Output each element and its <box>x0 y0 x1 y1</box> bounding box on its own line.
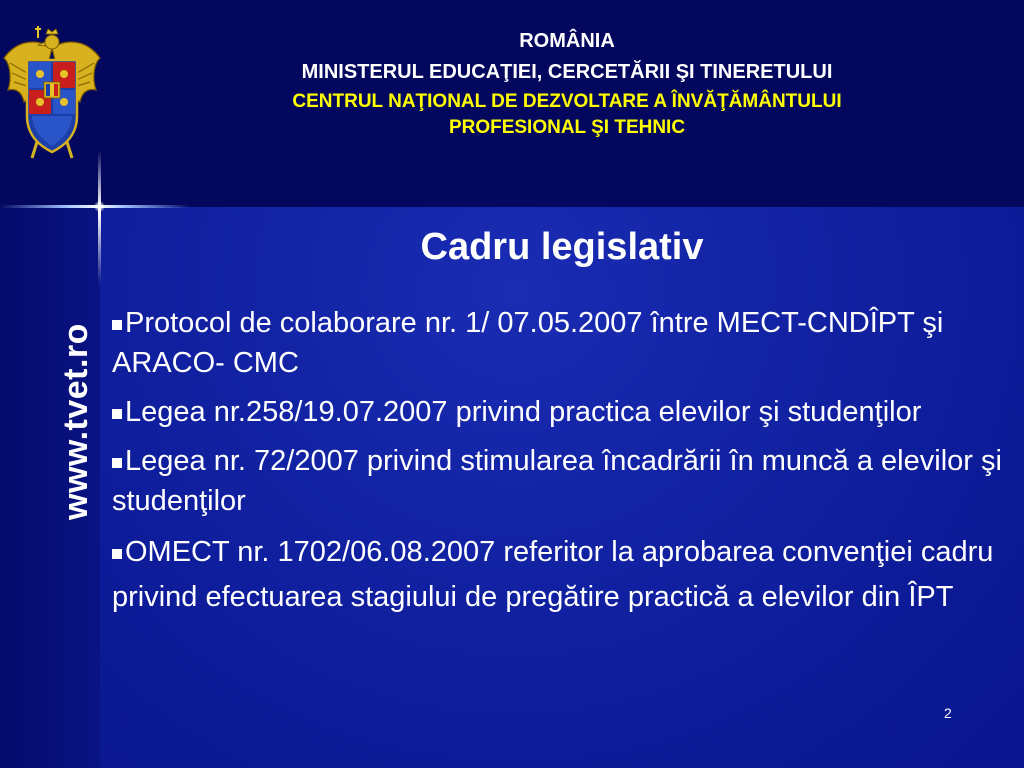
list-item-text: Legea nr. 72/2007 privind stimularea încadrării în muncă a elevilor şi studenţilor <box>112 445 1002 517</box>
list-item-text: OMECT nr. 1702/06.08.2007 referitor la aprobarea convenţiei cadru privind efectuarea stagiului de pregătire practică a elevilor din ÎPT <box>112 536 994 613</box>
header-center-line-2: PROFESIONAL ŞI TEHNIC <box>448 117 686 138</box>
square-bullet-icon <box>112 320 122 330</box>
page-number: 2 <box>944 705 952 721</box>
list-item <box>112 392 1017 432</box>
sparkle-icon <box>94 201 105 212</box>
romania-coat-of-arms-icon <box>2 18 102 168</box>
square-bullet-icon <box>112 409 122 419</box>
square-bullet-icon <box>112 549 122 559</box>
list-item <box>112 303 1017 383</box>
website-url-link[interactable]: www.tvet.ro <box>57 323 95 520</box>
slide-title: Cadru legislativ <box>420 226 704 268</box>
list-item <box>112 441 1017 521</box>
list-item-text: Protocol de colaborare nr. 1/ 07.05.2007 între MECT-CNDÎPT şi ARACO- CMC <box>112 307 944 379</box>
header-country: ROMÂNIA <box>519 30 615 52</box>
header-center-line-1: CENTRUL NAŢIONAL DE DEZVOLTARE A ÎNVĂŢĂMÂNTULUI <box>292 91 842 112</box>
square-bullet-icon <box>112 458 122 468</box>
list-item <box>112 530 1017 620</box>
bullet-list <box>112 303 1017 629</box>
header-ministry: MINISTERUL EDUCAŢIEI, CERCETĂRII ŞI TINERETULUI <box>301 61 833 83</box>
list-item-text: Legea nr.258/19.07.2007 privind practica elevilor şi studenţilor <box>125 396 922 428</box>
